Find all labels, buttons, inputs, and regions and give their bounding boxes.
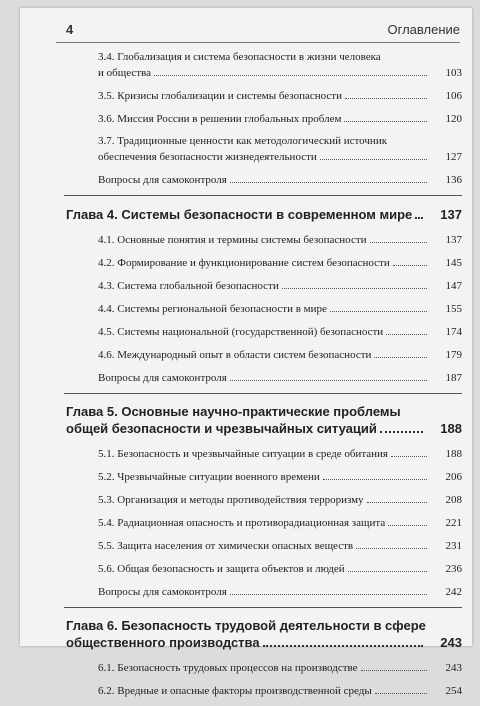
dot-leader <box>391 446 427 457</box>
toc-entry-text: 4.2. Формирование и функционирование систем безопасности <box>98 257 390 269</box>
toc-entry <box>66 683 462 699</box>
toc-entry-text: Вопросы для самоконтроля <box>98 174 227 186</box>
dot-leader <box>415 206 423 219</box>
page-ref: 136 <box>445 174 462 186</box>
chapter-5-heading <box>66 404 462 437</box>
page-ref: 243 <box>445 662 462 674</box>
chapter-title-text: Глава 6. Безопасность трудовой деятельности в сфере <box>66 618 426 633</box>
toc-entry-line <box>98 149 430 165</box>
page-ref: 179 <box>445 349 462 361</box>
toc-entry-text: 4.6. Международный опыт в области систем безопасности <box>98 349 372 361</box>
chapter-page-ref: 243 <box>440 635 462 650</box>
toc-entry-text: 3.4. Глобализация и система безопасности в жизни человека <box>98 51 381 63</box>
dot-leader <box>367 492 427 503</box>
toc-entry-text: 5.5. Защита населения от химически опасных веществ <box>98 540 354 552</box>
toc-entry-line <box>98 683 430 699</box>
toc-entry-line <box>98 515 430 531</box>
toc-entry <box>66 172 462 188</box>
dot-leader <box>374 347 427 358</box>
toc-entry-text: 4.1. Основные понятия и термины системы безопасности <box>98 234 367 246</box>
toc-entry-line <box>98 111 430 127</box>
toc-section-4-entries <box>66 232 462 386</box>
page-ref: 187 <box>445 372 462 384</box>
toc-entry-text: 3.7. Традиционные ценности как методологический источник <box>98 135 388 147</box>
toc-entry-line <box>98 370 430 386</box>
toc-entry <box>66 538 462 554</box>
chapter-title-text: Глава 5. Основные научно-практические проблемы <box>66 404 401 419</box>
dot-leader <box>154 65 427 76</box>
divider-rule <box>64 195 462 196</box>
toc-entry-text: 5.2. Чрезвычайные ситуации военного времени <box>98 471 320 483</box>
toc-entry <box>66 50 462 81</box>
toc-entry <box>66 492 462 508</box>
toc-entry <box>66 232 462 248</box>
toc-entry-line <box>98 347 430 363</box>
toc-entry <box>66 446 462 462</box>
dot-leader <box>388 515 427 526</box>
toc-entry-line <box>98 278 430 294</box>
dot-leader <box>230 172 427 183</box>
page-ref: 188 <box>445 448 462 460</box>
page-ref: 236 <box>445 563 462 575</box>
toc-entry-text: 5.1. Безопасность и чрезвычайные ситуации в среде обитания <box>98 448 388 460</box>
page-ref: 145 <box>445 257 462 269</box>
divider-rule <box>64 607 462 608</box>
toc-entry-line <box>98 660 430 676</box>
page-ref: 221 <box>445 517 462 529</box>
page-ref: 208 <box>445 494 462 506</box>
dot-leader <box>345 88 427 99</box>
toc-entry <box>66 584 462 600</box>
page-ref: 103 <box>445 67 462 79</box>
page-ref: 242 <box>445 586 462 598</box>
toc-entry <box>66 469 462 485</box>
chapter-page-ref: 188 <box>440 421 462 436</box>
dot-leader <box>344 111 427 122</box>
toc-entry <box>66 255 462 271</box>
chapter-title-text: общественного производства <box>66 635 260 650</box>
toc-entry-line <box>98 255 430 271</box>
dot-leader <box>330 301 427 312</box>
page-header <box>30 22 460 44</box>
chapter-4-heading <box>66 206 462 223</box>
toc-entry <box>66 347 462 363</box>
toc-entry-line <box>98 232 430 248</box>
toc-entry-text: 3.6. Миссия России в решении глобальных проблем <box>98 113 342 125</box>
page-number: 4 <box>66 22 74 37</box>
toc-entry-line <box>98 446 430 462</box>
dot-leader <box>348 561 427 572</box>
toc-entry-text: 4.5. Системы национальной (государственной) безопасности <box>98 326 384 338</box>
toc-entry-line <box>98 538 430 554</box>
toc-entry-line <box>98 88 430 104</box>
chapter-title-text: общей безопасности и чрезвычайных ситуаций <box>66 421 377 436</box>
toc-entry-text: 4.3. Система глобальной безопасности <box>98 280 279 292</box>
toc-section-6-entries <box>66 660 462 699</box>
toc-entry-line <box>98 301 430 317</box>
toc-entry-text: и общества <box>98 67 151 79</box>
toc-entry <box>66 111 462 127</box>
dot-leader <box>282 278 427 289</box>
toc-entry <box>66 278 462 294</box>
header-rule <box>56 42 460 43</box>
toc-entry-line <box>98 492 430 508</box>
chapter-title-line <box>66 420 426 437</box>
toc-entry <box>66 370 462 386</box>
toc-entry <box>66 301 462 317</box>
page-ref: 231 <box>445 540 462 552</box>
chapter-title-text: Глава 4. Системы безопасности в современном мире <box>66 207 413 222</box>
toc-entry-line <box>98 65 430 81</box>
page-ref: 254 <box>445 685 462 697</box>
dot-leader <box>380 420 423 433</box>
toc-entry-line <box>98 584 430 600</box>
chapter-page-ref: 137 <box>440 207 462 222</box>
toc-entry-text: 4.4. Системы региональной безопасности в мире <box>98 303 327 315</box>
toc-entry-line <box>98 324 430 340</box>
dot-leader <box>361 660 427 671</box>
divider-rule <box>64 393 462 394</box>
page-ref: 127 <box>445 151 462 163</box>
page-ref: 106 <box>445 90 462 102</box>
toc-entry-line <box>98 469 430 485</box>
dot-leader <box>370 232 427 243</box>
running-title: Оглавление <box>387 22 460 37</box>
toc-entry-text: 5.4. Радиационная опасность и противорадиационная защита <box>98 517 386 529</box>
toc-entry <box>66 134 462 165</box>
dot-leader <box>230 370 427 381</box>
toc-entry-text: 6.1. Безопасность трудовых процессов на производстве <box>98 662 358 674</box>
page-ref: 174 <box>445 326 462 338</box>
page-ref: 206 <box>445 471 462 483</box>
page-ref: 147 <box>445 280 462 292</box>
toc-entry <box>66 561 462 577</box>
dot-leader <box>320 149 427 160</box>
dot-leader <box>323 469 427 480</box>
toc-entry-text: 6.2. Вредные и опасные факторы производственной среды <box>98 685 372 697</box>
dot-leader <box>356 538 427 549</box>
toc-entry <box>66 515 462 531</box>
toc-entry-text: 3.5. Кризисы глобализации и системы безопасности <box>98 90 342 102</box>
dot-leader <box>375 683 427 694</box>
page-ref: 155 <box>445 303 462 315</box>
toc-entry <box>66 660 462 676</box>
table-of-contents <box>66 50 462 706</box>
dot-leader <box>393 255 427 266</box>
chapter-title-line <box>66 634 426 651</box>
page-ref: 120 <box>445 113 462 125</box>
toc-section-3-entries <box>66 50 462 188</box>
book-page <box>20 8 472 697</box>
toc-entry-line <box>98 561 430 577</box>
dot-leader <box>263 634 423 647</box>
dot-leader <box>386 324 427 335</box>
toc-entry <box>66 88 462 104</box>
dot-leader <box>230 584 427 595</box>
toc-entry-text: 5.6. Общая безопасность и защита объектов и людей <box>98 563 345 575</box>
toc-entry <box>66 324 462 340</box>
toc-entry-text: обеспечения безопасности жизнедеятельности <box>98 151 317 163</box>
toc-entry-text: Вопросы для самоконтроля <box>98 586 227 598</box>
chapter-6-heading <box>66 618 462 651</box>
toc-entry-line <box>98 172 430 188</box>
toc-entry-text: 5.3. Организация и методы противодействия терроризму <box>98 494 364 506</box>
toc-entry-text: Вопросы для самоконтроля <box>98 372 227 384</box>
page-ref: 137 <box>445 234 462 246</box>
toc-section-5-entries <box>66 446 462 600</box>
chapter-title-line <box>66 206 426 223</box>
